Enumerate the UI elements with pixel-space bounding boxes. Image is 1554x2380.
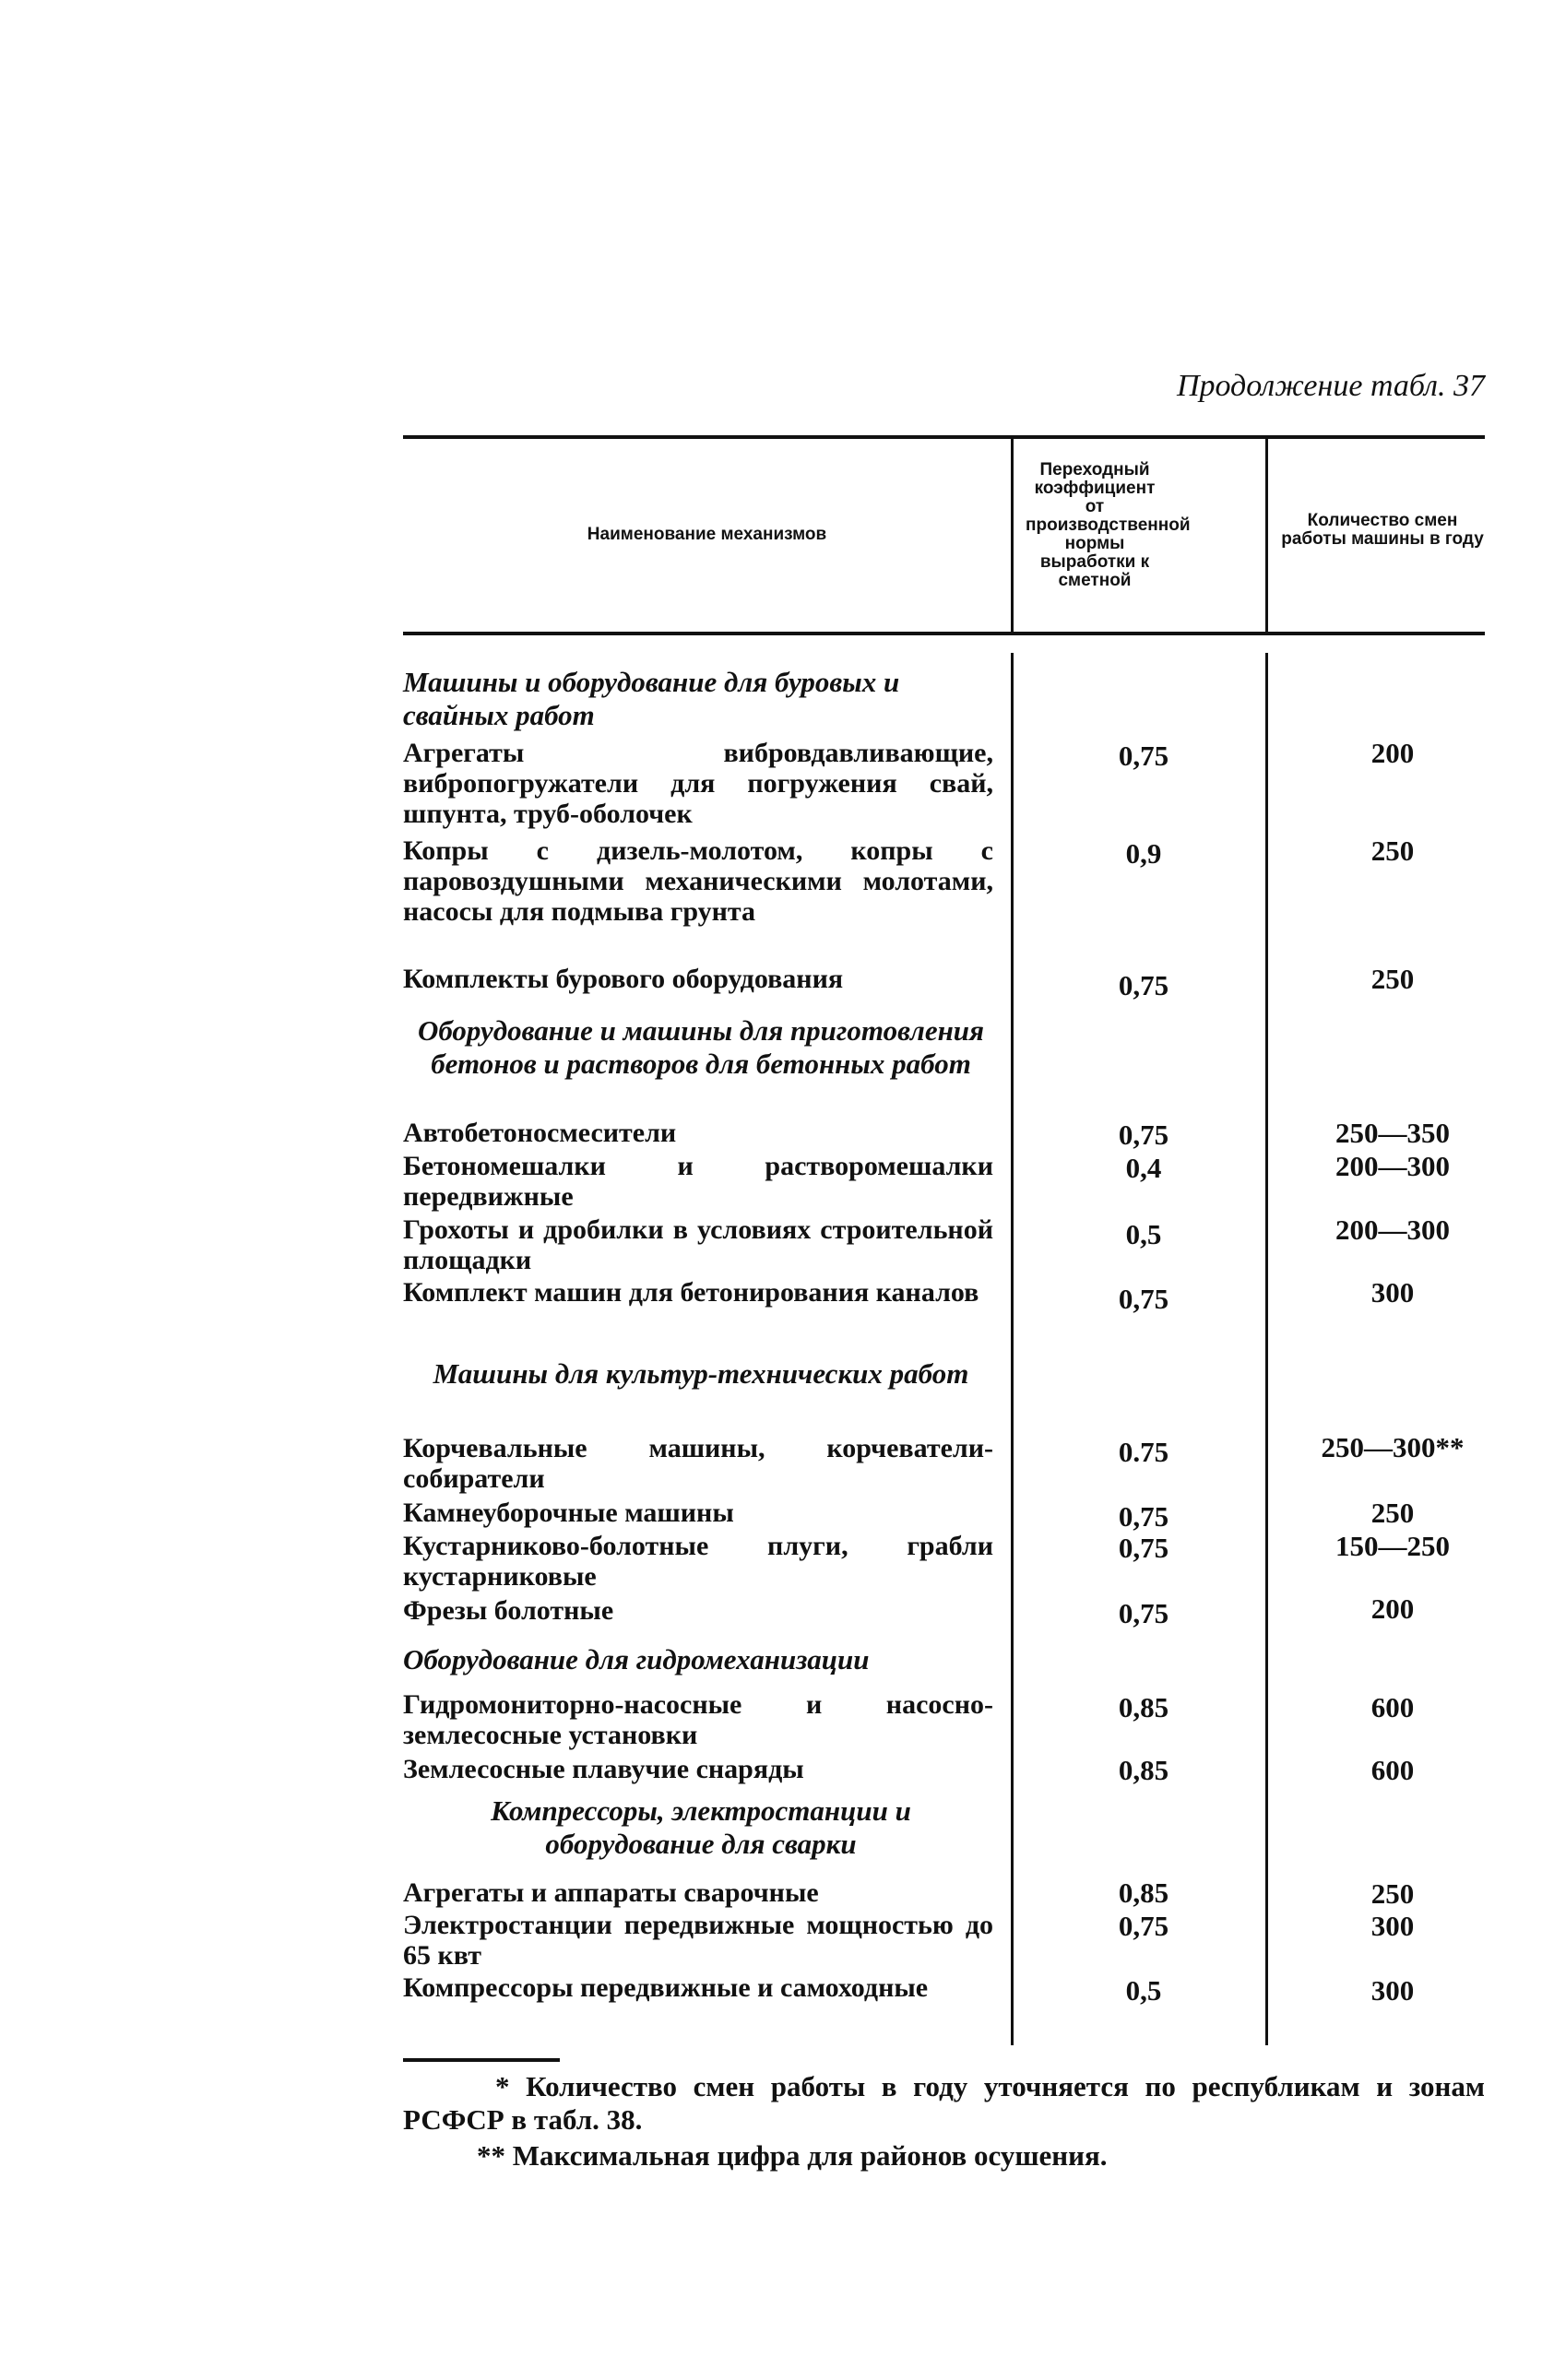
footnote: * Количество смен работы в году уточняется по республикам и зонам РСФСР в табл. 38.: [403, 2070, 1485, 2136]
table-row-shifts: 250—350: [1335, 1117, 1450, 1149]
table-row-coefficient: 0,5: [1125, 1218, 1162, 1250]
table-row-name: Копры с дизель-молотом, копры с паровоздушными механическими молотами, насосы для подмыва грунта: [403, 835, 993, 927]
table-row-shifts: 250: [1370, 1497, 1415, 1529]
table-row-name: Автобетоносмесители: [403, 1118, 677, 1148]
table-row-name: Комплект машин для бетонирования каналов: [403, 1277, 979, 1308]
body-divider-1: [1011, 653, 1014, 2045]
table-row-shifts: 250—300**: [1321, 1431, 1465, 1463]
body-divider-2: [1265, 653, 1268, 2045]
table-row-shifts: 250: [1370, 1877, 1415, 1910]
header-bottom-rule: [403, 632, 1485, 635]
table-row-name: Компрессоры передвижные и самоходные: [403, 1972, 929, 2003]
table-row-coefficient: 0.75: [1118, 1436, 1169, 1468]
group-heading: Оборудование и машины для приготовления бетонов и растворов для бетонных работ: [417, 1014, 985, 1080]
table-row-coefficient: 0,75: [1118, 1119, 1169, 1151]
table-row-coefficient: 0,4: [1125, 1152, 1162, 1184]
footnote-rule: [403, 2058, 560, 2062]
table-row-name: Агрегаты вибровдавливающие, вибропогружатели для погружения свай, шпунта, труб-оболочек: [403, 738, 993, 829]
table-row-name: Бетономешалки и растворомешалки передвижные: [403, 1151, 993, 1212]
table-row-name: Землесосные плавучие снаряды: [403, 1754, 804, 1784]
table-row-name: Фрезы болотные: [403, 1595, 614, 1626]
table-row-shifts: 250: [1370, 963, 1415, 995]
group-heading: Машины и оборудование для буровых и свайных работ: [403, 666, 900, 731]
table-row-name: Электростанции передвижные мощностью до 65 квт: [403, 1910, 993, 1971]
table-row-name: Корчевальные машины, корчеватели-собиратели: [403, 1433, 993, 1494]
header-col-shifts: Количество смен работы машины в году: [1281, 511, 1484, 549]
table-row-coefficient: 0,85: [1118, 1754, 1169, 1786]
table-row-coefficient: 0,75: [1118, 1597, 1169, 1629]
header-col-name: Наименование механизмов: [587, 525, 827, 544]
table-top-rule: [403, 435, 1485, 439]
table-row-coefficient: 0,75: [1118, 1283, 1169, 1315]
table-row-name: Гидромониторно-насосные и насосно-землесосные установки: [403, 1689, 993, 1750]
table-row-shifts: 200: [1370, 737, 1415, 769]
group-heading: Машины для культур-технических работ: [433, 1357, 969, 1390]
table-row-coefficient: 0,75: [1118, 740, 1169, 772]
table-row-coefficient: 0,75: [1118, 969, 1169, 1001]
footnote: ** Максимальная цифра для районов осушения.: [477, 2139, 1108, 2172]
table-row-name: Агрегаты и аппараты сварочные: [403, 1877, 819, 1908]
table-caption: Продолжение табл. 37: [1176, 369, 1485, 403]
table-row-shifts: 250: [1370, 835, 1415, 867]
table-row-coefficient: 0,85: [1118, 1691, 1169, 1723]
table-row-coefficient: 0,75: [1118, 1910, 1169, 1942]
table-row-name: Грохоты и дробилки в условиях строительной площадки: [403, 1214, 993, 1275]
table-row-shifts: 200—300: [1335, 1150, 1450, 1182]
header-divider-2: [1265, 439, 1268, 632]
table-row-shifts: 300: [1370, 1276, 1415, 1308]
table-row-name: Комплекты бурового оборудования: [403, 964, 844, 994]
table-row-shifts: 200: [1370, 1593, 1415, 1625]
table-row-coefficient: 0,75: [1118, 1532, 1169, 1564]
table-row-shifts: 600: [1370, 1691, 1415, 1723]
header-divider-1: [1011, 439, 1014, 632]
header-col-coefficient: Переходный коэффициент от производственной нормы выработки к сметной: [1026, 460, 1191, 590]
table-row-coefficient: 0,85: [1118, 1877, 1169, 1909]
group-heading: Компрессоры, электростанции и оборудование для сварки: [491, 1794, 911, 1860]
table-row-name: Кустарниково-болотные плуги, грабли кустарниковые: [403, 1531, 993, 1592]
table-row-coefficient: 0,5: [1125, 1974, 1162, 2007]
table-row-coefficient: 0,75: [1118, 1500, 1169, 1533]
table-row-shifts: 300: [1370, 1974, 1415, 2007]
group-heading: Оборудование для гидромеханизации: [403, 1643, 870, 1675]
table-row-name: Камнеуборочные машины: [403, 1498, 734, 1528]
table-row-shifts: 600: [1370, 1754, 1415, 1786]
table-row-shifts: 300: [1370, 1910, 1415, 1942]
table-row-coefficient: 0,9: [1125, 837, 1162, 870]
table-row-shifts: 150—250: [1335, 1530, 1450, 1562]
table-row-shifts: 200—300: [1335, 1214, 1450, 1246]
